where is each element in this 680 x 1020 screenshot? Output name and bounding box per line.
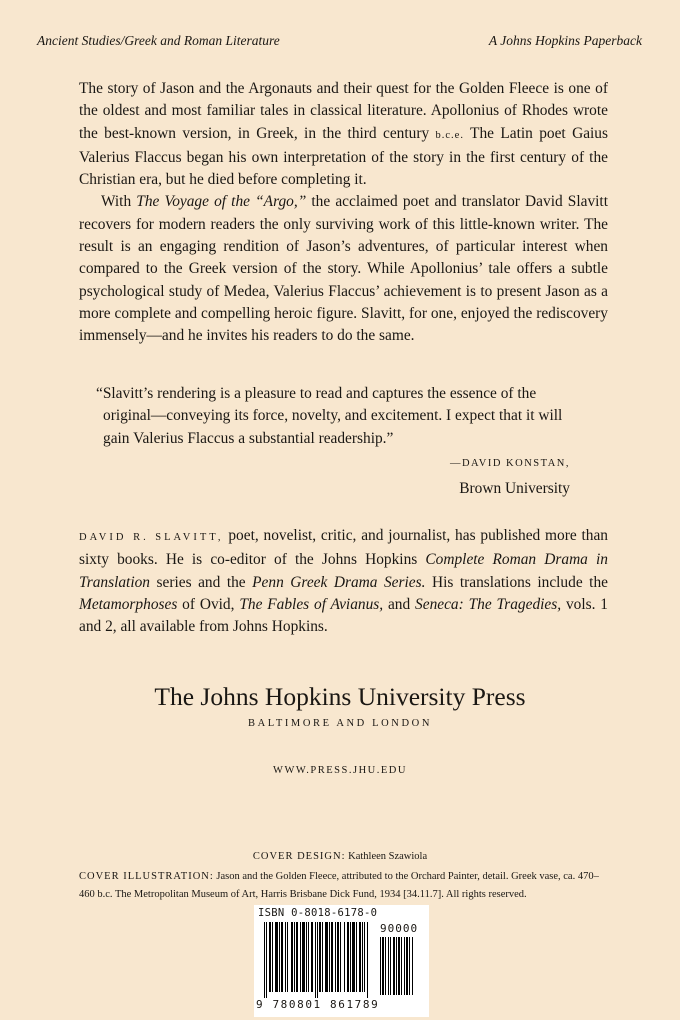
barcode-bar xyxy=(308,922,309,992)
barcode-bar xyxy=(285,922,286,992)
barcode-bar xyxy=(359,922,361,992)
barcode-bar xyxy=(317,922,318,998)
barcode-bar xyxy=(272,922,273,992)
cover-illustration-credit xyxy=(79,868,609,904)
barcode-bar xyxy=(398,937,400,995)
barcode-bar xyxy=(329,922,330,992)
publisher-location: BALTIMORE AND LONDON xyxy=(247,718,433,729)
bio-text: vols. 1 and 2, all available from Johns Hopkins. xyxy=(79,595,608,636)
barcode-bar xyxy=(347,922,349,992)
credit-label: COVER DESIGN: xyxy=(252,851,346,862)
barcode-bar xyxy=(352,922,355,992)
barcode-bar xyxy=(302,922,305,992)
barcode-bar xyxy=(264,922,265,998)
price-code: 90000 xyxy=(380,922,419,935)
work-title: The Fables of Avianus, xyxy=(239,595,384,613)
barcode-bar xyxy=(390,937,391,995)
era-abbreviation: b.c.e. xyxy=(435,129,464,141)
work-title: Metamorphoses xyxy=(79,595,178,613)
barcode-bar xyxy=(337,922,339,992)
barcode-bar xyxy=(385,937,386,995)
barcode-bar xyxy=(367,922,368,998)
barcode-bar xyxy=(266,922,267,998)
barcode-bar xyxy=(319,922,321,992)
barcode-bar xyxy=(380,937,381,995)
barcode-bar xyxy=(350,922,351,992)
endorsement-quote: “Slavitt’s rendering is a pleasure to read and captures the essence of the original—conveying its force, novelty, and excitement. I expect that it will gain Valerius Flaccus a substantial readership.” xyxy=(96,385,563,447)
barcode-bar xyxy=(388,937,389,995)
barcode-bar xyxy=(401,937,402,995)
barcode-bar xyxy=(331,922,333,992)
description-text: With xyxy=(101,193,137,211)
book-title: The Voyage of the “Argo,” xyxy=(136,193,307,211)
endorsement-author: —DAVID KONSTAN, xyxy=(449,458,570,469)
isbn-number: ISBN 0-8018-6178-0 xyxy=(258,907,378,919)
barcode-bar xyxy=(344,922,345,992)
barcode-bar xyxy=(404,937,405,995)
barcode-bar xyxy=(364,922,365,992)
series-title: Complete Roman Drama in Translation xyxy=(79,551,608,591)
author-bio xyxy=(79,525,608,638)
barcode-bar xyxy=(306,922,307,992)
credit-value: Kathleen Szawiola xyxy=(345,851,428,862)
bio-text: of Ovid, xyxy=(177,595,240,613)
barcode-bar xyxy=(406,937,408,995)
barcode-bar xyxy=(382,937,384,995)
barcode-bar xyxy=(322,922,323,992)
price-barcode xyxy=(380,937,424,997)
barcode-bar xyxy=(409,937,410,995)
author-name: DAVID R. SLAVITT, xyxy=(79,532,224,543)
bio-text: His translations include the xyxy=(425,573,608,591)
bio-text: poet, novelist, critic, and journalist, has published more than sixty books. He is co-editor of the Johns Hopkins xyxy=(79,527,608,569)
barcode-bar xyxy=(269,922,271,992)
barcode-bar xyxy=(362,922,363,992)
barcode-bar xyxy=(340,922,341,992)
header-series: A Johns Hopkins Paperback xyxy=(488,33,642,48)
header-category: Ancient Studies/Greek and Roman Literature xyxy=(37,33,280,48)
barcode-bar xyxy=(393,937,395,995)
credit-label: COVER ILLUSTRATION: xyxy=(79,871,214,882)
ean-number: 9 780801 861789 xyxy=(256,998,380,1011)
isbn-barcode xyxy=(264,922,374,998)
barcode-bar xyxy=(300,922,301,992)
barcode-bar xyxy=(335,922,336,992)
description-text: The story of Jason and the Argonauts and their quest for the Golden Fleece is one of the oldest and most familiar tales in classical literature. Apollonius of Rhodes wrote the best-known version, in Greek, in the third century xyxy=(79,80,608,142)
credit-value: Jason and the Golden Fleece, attributed to the Orchard Painter, detail. Greek vase, ca. 470–460 b.c. The Metropolitan Museum of Art, Harris Brisbane Dick Fund, 1934 [34.11.7]. All rights reserved. xyxy=(79,871,599,900)
barcode-bar xyxy=(291,922,293,992)
barcode-bar xyxy=(296,922,298,992)
publisher-url: WWW.PRESS.JHU.EDU xyxy=(273,765,407,776)
bio-text: and xyxy=(383,595,416,613)
series-title: Penn Greek Drama Series. xyxy=(252,573,426,591)
barcode-bar xyxy=(275,922,278,992)
barcode-bar xyxy=(294,922,295,992)
description-text: The Latin poet Gaius Valerius Flaccus began his own interpretation of the story in the first century of the Christian era, but he died before completing it. xyxy=(79,124,608,189)
description-paragraph-1 xyxy=(79,78,608,191)
cover-design-credit xyxy=(0,851,680,862)
barcode-bar xyxy=(315,922,316,998)
barcode-bar xyxy=(279,922,280,992)
barcode-bar xyxy=(396,937,397,995)
barcode-bar xyxy=(281,922,283,992)
barcode-bar xyxy=(356,922,357,992)
bio-text: series and the xyxy=(150,573,253,591)
barcode-bar xyxy=(311,922,313,992)
endorsement-affiliation: Brown University xyxy=(459,480,570,497)
work-title: Seneca: The Tragedies, xyxy=(415,595,562,613)
description-paragraph-2 xyxy=(79,191,608,347)
barcode-bar xyxy=(325,922,328,992)
barcode-bar xyxy=(287,922,288,992)
description-text: the acclaimed poet and translator David Slavitt recovers for modern readers the only surviving work of this little-known writer. The result is an engaging rendition of Jason’s adventures, of particular interest when compared to the Greek version of the story. While Apollonius’ tale offers a subtle psychological study of Medea, Valerius Flaccus’ achievement is to present Jason as a more complete and compelling heroic figure. Slavitt, for one, enjoyed the rediscovery immensely—and he invites his readers to do the same. xyxy=(79,193,608,345)
description xyxy=(79,78,608,348)
barcode-bar xyxy=(412,937,413,995)
publisher-name: The Johns Hopkins University Press xyxy=(154,682,526,711)
